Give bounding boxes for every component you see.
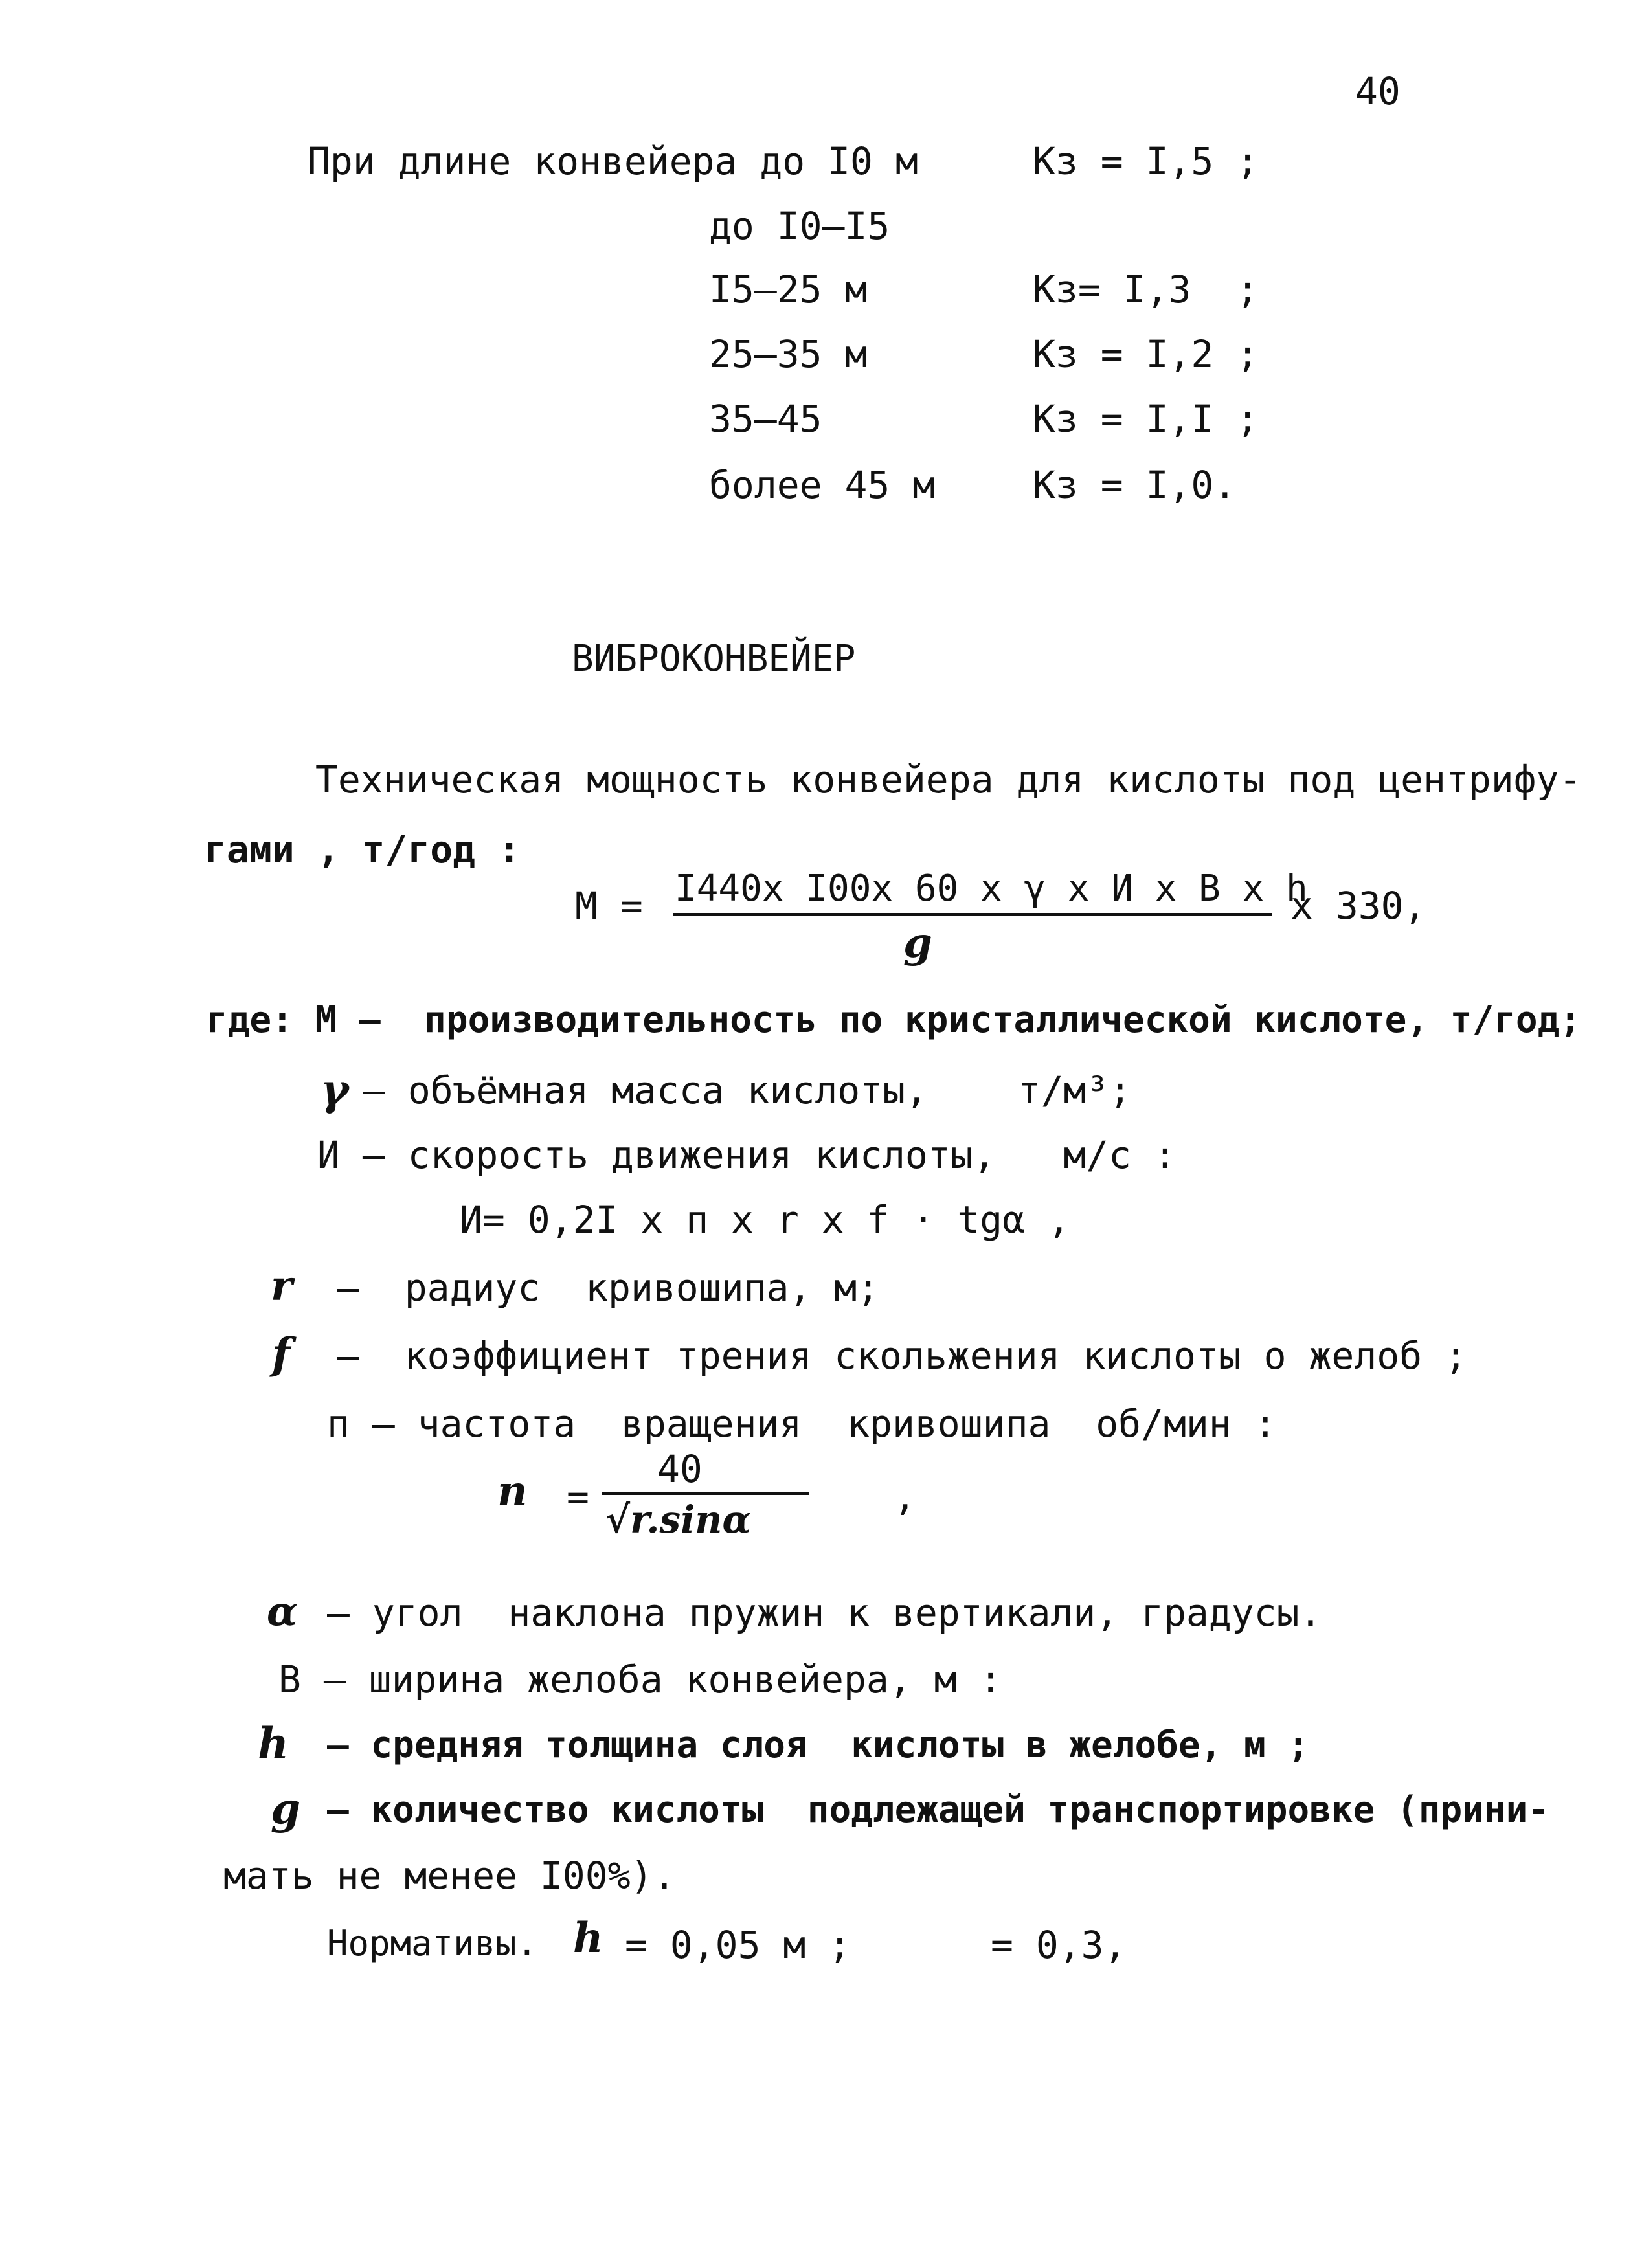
n-formula-eq: = (567, 1475, 589, 1519)
table-row-range: более 45 м (709, 463, 936, 507)
page-number: 40 (1355, 69, 1401, 113)
definition-n: п – частота вращения кривошипа об/мин : (327, 1402, 1277, 1446)
table-row-range: I5–25 м (709, 267, 868, 311)
formula-denominator: g (903, 919, 932, 967)
formula-lhs: М = (575, 884, 643, 928)
definition-g: – количество кислоты подлежащей транспортировке (прини- (327, 1789, 1550, 1831)
norms-second-value: = 0,3, (991, 1923, 1127, 1967)
table-row-value: Кз = I,5 ; (1033, 139, 1259, 183)
n-formula-trail: , (894, 1475, 916, 1519)
fraction-bar (673, 913, 1272, 916)
intro-line: гами , т/год : (204, 827, 521, 871)
fraction-bar (602, 1492, 809, 1495)
definition-speed: И – скорость движения кислоты, м/с : (317, 1133, 1177, 1177)
section-title: ВИБРОКОНВЕЙЕР (572, 638, 856, 680)
formula-multiplier: x 330, (1290, 884, 1426, 928)
h-symbol: h (258, 1718, 289, 1769)
n-formula-numerator: 40 (657, 1447, 703, 1491)
norms-h-value: = 0,05 м ; (625, 1923, 851, 1967)
definition-h: – средняя толщина слоя кислоты в желобе, м ; (327, 1724, 1310, 1766)
table-row-value: Кз= I,3 ; (1033, 267, 1259, 311)
intro-line: Техническая мощность конвейера для кислоты под центрифу- (315, 758, 1582, 802)
table-row-range: 35–45 (709, 397, 822, 441)
norms-h-symbol: h (573, 1914, 603, 1962)
alpha-symbol: α (267, 1588, 298, 1635)
table-row-value: Кз = I,0. (1033, 463, 1237, 507)
definition-g-continued: мать не менее I00%). (223, 1854, 676, 1898)
definition-f: – коэффициент трения скольжения кислоты о желоб ; (337, 1334, 1467, 1378)
gamma-symbol: γ (321, 1064, 349, 1115)
definition-b: В – ширина желоба конвейера, м : (278, 1657, 1002, 1701)
table-row-range: до I0–I5 (709, 204, 890, 248)
r-symbol: r (271, 1262, 293, 1310)
n-formula-denominator: √r.sinα (605, 1498, 752, 1542)
f-symbol: f (272, 1329, 291, 1379)
definition-r: – радиус кривошипа, м; (337, 1266, 880, 1310)
norms-label: Нормативы. (327, 1923, 538, 1964)
table-row-value: Кз = I,I ; (1033, 397, 1259, 441)
definition-gamma: – объёмная масса кислоты, т/м³; (363, 1068, 1132, 1112)
n-formula-lhs: n (497, 1467, 528, 1516)
table-row-range: При длине конвейера до I0 м (308, 139, 918, 183)
g-symbol: g (271, 1783, 301, 1834)
table-row-range: 25–35 м (709, 332, 868, 376)
definition-alpha: – угол наклона пружин к вертикали, градусы. (327, 1591, 1322, 1635)
speed-formula: И= 0,2I x п x r x f · tgα , (460, 1198, 1070, 1242)
formula-numerator: I440x I00x 60 x γ x И x B x h (675, 868, 1308, 910)
table-row-value: Кз = I,2 ; (1033, 332, 1259, 376)
definition-m: где: М – производительность по кристаллической кислоте, т/год; (206, 999, 1582, 1041)
